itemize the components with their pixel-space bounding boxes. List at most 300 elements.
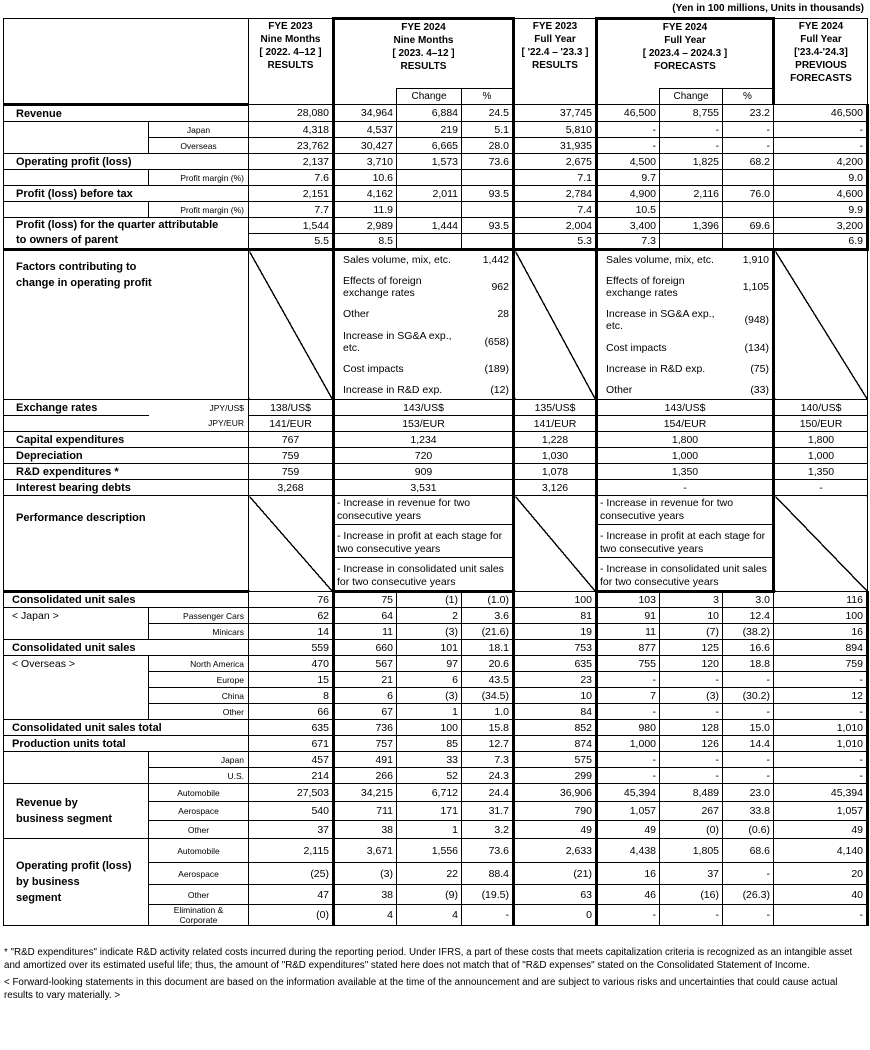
value-cell: 24.3: [462, 768, 514, 784]
financial-summary-table: [3, 17, 869, 926]
value-cell: 9.0: [774, 170, 868, 186]
header-line: PREVIOUS: [795, 60, 847, 71]
exchange-label: Exchange rates: [4, 400, 149, 416]
value-cell: 266: [334, 768, 397, 784]
value-cell: 63: [514, 885, 597, 905]
value-cell: 1,805: [660, 839, 723, 863]
value-cell: 6,665: [397, 138, 462, 154]
value-cell: 171: [397, 802, 462, 821]
value-cell: 97: [397, 656, 462, 672]
value-cell: 21: [334, 672, 397, 688]
value-cell: [462, 170, 514, 186]
value-cell: 23.2: [723, 105, 774, 122]
value-cell: 299: [514, 768, 597, 784]
factor-value: 962: [491, 281, 509, 294]
value-cell: 10: [660, 608, 723, 624]
value-cell: 38: [334, 885, 397, 905]
value-cell: (19.5): [462, 885, 514, 905]
value-cell: 7.6: [249, 170, 334, 186]
row-sublabel: Japan: [149, 122, 249, 138]
unit-row-label: Consolidated unit sales: [4, 592, 249, 608]
value-cell: 36,906: [514, 784, 597, 802]
diagonal-cell: [774, 250, 868, 400]
value-cell: 4,438: [597, 839, 660, 863]
value-cell: 8,755: [660, 105, 723, 122]
value-cell: [723, 202, 774, 218]
unit-sublabel: North America: [149, 656, 249, 672]
table-row: [4, 138, 868, 154]
factor-label: Cost impacts: [343, 362, 404, 375]
value-cell: 491: [334, 752, 397, 768]
value-cell: (0): [249, 905, 334, 926]
value-cell: 100: [514, 592, 597, 608]
value-cell: 10.6: [334, 170, 397, 186]
value-cell: 1,544: [249, 218, 334, 234]
value-cell: 116: [774, 592, 868, 608]
row-label-blank: [4, 672, 149, 688]
value-cell: 790: [514, 802, 597, 821]
header-change: Change: [397, 89, 462, 105]
value-cell: -: [597, 905, 660, 926]
value-cell: 24.5: [462, 105, 514, 122]
table-row: [4, 218, 868, 234]
value-cell: 85: [397, 736, 462, 752]
table-row: [4, 688, 868, 704]
value-cell: 4,537: [334, 122, 397, 138]
factor-item: [337, 308, 510, 320]
header-fye2023-nine-months: [249, 19, 334, 105]
performance-item: - Increase in revenue for two consecutive years: [335, 496, 512, 525]
value-cell: 1,010: [774, 736, 868, 752]
value-cell: 12.7: [462, 736, 514, 752]
factor-value: 1,910: [742, 254, 769, 266]
table-row: [4, 704, 868, 720]
table-row: [4, 496, 868, 592]
value-cell: 1,228: [514, 432, 597, 448]
label-line: Revenue by: [16, 797, 78, 809]
value-cell: 4: [334, 905, 397, 926]
value-cell: 4,500: [597, 154, 660, 170]
value-cell: 16.6: [723, 640, 774, 656]
unit-sublabel: Europe: [149, 672, 249, 688]
rate-cell: 135/US$: [514, 400, 597, 416]
value-cell: -: [774, 672, 868, 688]
value-cell: 720: [334, 448, 514, 464]
value-cell: 10.5: [597, 202, 660, 218]
factor-label: Sales volume, mix, etc.: [606, 254, 714, 266]
value-cell: 852: [514, 720, 597, 736]
value-cell: 125: [660, 640, 723, 656]
row-sublabel: Overseas: [149, 138, 249, 154]
profit-margin-label: Profit margin (%): [149, 170, 249, 186]
value-cell: -: [774, 752, 868, 768]
segment-sublabel: [149, 905, 249, 926]
value-cell: 7: [597, 688, 660, 704]
value-cell: 14.4: [723, 736, 774, 752]
rate-cell: 141/EUR: [514, 416, 597, 432]
value-cell: (26.3): [723, 885, 774, 905]
value-cell: -: [660, 768, 723, 784]
value-cell: 1,444: [397, 218, 462, 234]
header-blank: [4, 19, 249, 105]
value-cell: 214: [249, 768, 334, 784]
value-cell: 1,010: [774, 720, 868, 736]
footnote-rnd: * "R&D expenditures" indicate R&D activity related costs incurred during the reporting period. Under IFRS, a part of these costs that meets capitalization criteria is recognized as an intangible asset and amortized over its estimated useful life; thus, the amount of "R&D expenditures" stated here does not match that of "R&D expenses" stated on the Consolidated Statement of Income.: [4, 947, 853, 971]
table-row: [4, 250, 868, 400]
header-change: Change: [660, 89, 723, 105]
value-cell: 2,675: [514, 154, 597, 170]
value-cell: 3,531: [334, 480, 514, 496]
value-cell: 49: [597, 821, 660, 839]
value-cell: 2,011: [397, 186, 462, 202]
value-cell: 635: [514, 656, 597, 672]
value-cell: (25): [249, 863, 334, 885]
header-line: [ 2023.4 – 2024.3 ]: [642, 48, 728, 59]
value-cell: 100: [774, 608, 868, 624]
value-cell: 76.0: [723, 186, 774, 202]
value-cell: 1: [397, 704, 462, 720]
header-line: RESULTS: [400, 61, 447, 72]
segment-sublabel: Other: [149, 885, 249, 905]
value-cell: 34,964: [334, 105, 397, 122]
value-cell: 540: [249, 802, 334, 821]
value-cell: 20.6: [462, 656, 514, 672]
value-cell: 1,057: [597, 802, 660, 821]
value-cell: 3,200: [774, 218, 868, 234]
value-cell: 68.2: [723, 154, 774, 170]
value-cell: 46,500: [597, 105, 660, 122]
value-cell: 980: [597, 720, 660, 736]
value-cell: 126: [660, 736, 723, 752]
value-cell: 16: [774, 624, 868, 640]
value-cell: -: [723, 138, 774, 154]
header-line: FYE 2024: [798, 21, 844, 32]
value-cell: -: [774, 122, 868, 138]
header-line: Nine Months: [393, 35, 454, 46]
value-cell: 3: [660, 592, 723, 608]
value-cell: 37: [660, 863, 723, 885]
value-cell: (38.2): [723, 624, 774, 640]
value-cell: (21.6): [462, 624, 514, 640]
value-cell: 8.5: [334, 234, 397, 250]
table-row: [4, 640, 868, 656]
row-label-blank: [4, 202, 149, 218]
value-cell: [660, 234, 723, 250]
header-line: Full Year: [534, 34, 576, 45]
unit-group-label: < Japan >: [4, 608, 149, 624]
net-profit-label: [4, 218, 249, 250]
value-cell: 10: [514, 688, 597, 704]
table-row: [4, 202, 868, 218]
value-cell: 52: [397, 768, 462, 784]
value-cell: (0): [660, 821, 723, 839]
rate-cell: 140/US$: [774, 400, 868, 416]
value-cell: 23.0: [723, 784, 774, 802]
value-cell: 37: [249, 821, 334, 839]
table-row: [4, 400, 868, 416]
row-label-blank: [4, 122, 149, 138]
value-cell: 0: [514, 905, 597, 926]
value-cell: 660: [334, 640, 397, 656]
rnd-label: R&D expenditures *: [4, 464, 249, 480]
value-cell: 5,810: [514, 122, 597, 138]
table-row: [4, 839, 868, 863]
value-cell: 18.8: [723, 656, 774, 672]
value-cell: 5.5: [249, 234, 334, 250]
row-label-blank: [4, 688, 149, 704]
table-row: [4, 768, 868, 784]
revenue-by-segment-label: [4, 784, 149, 839]
label-line: segment: [16, 892, 62, 904]
table-row: [4, 416, 868, 432]
value-cell: 101: [397, 640, 462, 656]
value-cell: 5.3: [514, 234, 597, 250]
value-cell: -: [660, 704, 723, 720]
value-cell: 3.2: [462, 821, 514, 839]
row-label-blank: [4, 416, 149, 432]
value-cell: 6: [397, 672, 462, 688]
value-cell: 43.5: [462, 672, 514, 688]
row-label-blank: [4, 704, 149, 720]
header-blank: [334, 89, 397, 105]
factor-value: (658): [484, 335, 509, 348]
value-cell: 6: [334, 688, 397, 704]
label-line: change in operating profit: [16, 277, 152, 289]
value-cell: 457: [249, 752, 334, 768]
rate-cell: 150/EUR: [774, 416, 868, 432]
value-cell: -: [774, 768, 868, 784]
value-cell: 711: [334, 802, 397, 821]
value-cell: 73.6: [462, 839, 514, 863]
factor-item: [600, 363, 770, 375]
header-line: FORECASTS: [790, 73, 852, 84]
unit-row-label: Production units total: [4, 736, 249, 752]
value-cell: 755: [597, 656, 660, 672]
table-row: [4, 105, 868, 122]
value-cell: 4,140: [774, 839, 868, 863]
debt-label: Interest bearing debts: [4, 480, 249, 496]
unit-sublabel: Japan: [149, 752, 249, 768]
table-row: [4, 19, 868, 89]
value-cell: -: [660, 905, 723, 926]
value-cell: 81: [514, 608, 597, 624]
value-cell: -: [597, 122, 660, 138]
value-cell: 4,162: [334, 186, 397, 202]
diagonal-cell: [514, 496, 597, 592]
factor-item: [600, 384, 770, 396]
footnotes: [4, 946, 866, 1006]
factor-item: [337, 384, 510, 396]
table-row: [4, 122, 868, 138]
unit-sublabel: Other: [149, 704, 249, 720]
factor-item: [600, 275, 770, 299]
value-cell: -: [723, 672, 774, 688]
row-label-blank: [4, 624, 149, 640]
value-cell: 47: [249, 885, 334, 905]
value-cell: 1,234: [334, 432, 514, 448]
value-cell: 18.1: [462, 640, 514, 656]
value-cell: 2,151: [249, 186, 334, 202]
factor-item: [600, 308, 770, 332]
value-cell: 103: [597, 592, 660, 608]
factor-label: Effects of foreign exchange rates: [606, 275, 685, 300]
value-cell: 1,573: [397, 154, 462, 170]
value-cell: 1,350: [774, 464, 868, 480]
value-cell: 3,268: [249, 480, 334, 496]
rate-cell: 154/EUR: [597, 416, 774, 432]
value-cell: 3.6: [462, 608, 514, 624]
value-cell: -: [774, 905, 868, 926]
value-cell: 84: [514, 704, 597, 720]
value-cell: -: [597, 138, 660, 154]
value-cell: 28,080: [249, 105, 334, 122]
table-row: [4, 464, 868, 480]
performance-full-year: [597, 496, 774, 592]
value-cell: 757: [334, 736, 397, 752]
factor-item: [337, 254, 510, 266]
value-cell: 7.3: [462, 752, 514, 768]
factor-value: 1,442: [482, 254, 509, 266]
value-cell: 2,633: [514, 839, 597, 863]
value-cell: 6,712: [397, 784, 462, 802]
label-line: business segment: [16, 813, 112, 825]
value-cell: -: [597, 768, 660, 784]
value-cell: 45,394: [597, 784, 660, 802]
table-row: [4, 656, 868, 672]
table-row: [4, 170, 868, 186]
header-fye2024-previous-forecasts: [774, 19, 868, 105]
value-cell: 33: [397, 752, 462, 768]
value-cell: (16): [660, 885, 723, 905]
factor-value: (134): [744, 341, 769, 354]
value-cell: [397, 202, 462, 218]
value-cell: 66: [249, 704, 334, 720]
factor-item: [600, 254, 770, 266]
segment-sublabel: Other: [149, 821, 249, 839]
factors-nine-months: [334, 250, 514, 400]
value-cell: -: [723, 704, 774, 720]
value-cell: 9.7: [597, 170, 660, 186]
factor-value: 28: [497, 308, 509, 321]
value-cell: 1,556: [397, 839, 462, 863]
value-cell: 567: [334, 656, 397, 672]
value-cell: 120: [660, 656, 723, 672]
value-cell: 46,500: [774, 105, 868, 122]
table-row: [4, 672, 868, 688]
factor-value: (189): [484, 362, 509, 375]
label-line: Profit (loss) for the quarter attributable: [16, 219, 219, 231]
factor-label: Other: [343, 308, 370, 321]
value-cell: -: [660, 122, 723, 138]
factor-label: Sales volume, mix, etc.: [343, 254, 451, 266]
header-pct: %: [723, 89, 774, 105]
table-row: [4, 784, 868, 802]
value-cell: 2,115: [249, 839, 334, 863]
value-cell: 575: [514, 752, 597, 768]
rate-cell: 153/EUR: [334, 416, 514, 432]
value-cell: (3): [660, 688, 723, 704]
table-row: [4, 720, 868, 736]
table-row: [4, 624, 868, 640]
value-cell: 28.0: [462, 138, 514, 154]
value-cell: -: [660, 752, 723, 768]
value-cell: (7): [660, 624, 723, 640]
value-cell: -: [660, 672, 723, 688]
value-cell: 31.7: [462, 802, 514, 821]
rate-cell: 138/US$: [249, 400, 334, 416]
value-cell: -: [462, 905, 514, 926]
label-line: by business: [16, 876, 80, 888]
value-cell: 1,800: [597, 432, 774, 448]
performance-item: - Increase in consolidated unit sales for two consecutive years: [600, 563, 767, 588]
value-cell: -: [774, 704, 868, 720]
value-cell: 33.8: [723, 802, 774, 821]
value-cell: 1,350: [597, 464, 774, 480]
factor-label: Increase in SG&A exp., etc.: [343, 329, 452, 354]
value-cell: 2,989: [334, 218, 397, 234]
label-line: Operating profit (loss): [16, 860, 132, 872]
table-row: [4, 186, 868, 202]
value-cell: 635: [249, 720, 334, 736]
value-cell: 909: [334, 464, 514, 480]
header-line: ['23.4-'24.3]: [794, 47, 848, 58]
value-cell: 34,215: [334, 784, 397, 802]
label-line: Corporate: [179, 915, 218, 925]
value-cell: (1.0): [462, 592, 514, 608]
value-cell: 753: [514, 640, 597, 656]
value-cell: 4,600: [774, 186, 868, 202]
value-cell: 24.4: [462, 784, 514, 802]
factors-label: [4, 250, 249, 400]
row-label-blank: [4, 752, 149, 768]
value-cell: 3.0: [723, 592, 774, 608]
unit-note: (Yen in 100 millions, Units in thousands): [672, 3, 864, 14]
value-cell: 46: [597, 885, 660, 905]
value-cell: 219: [397, 122, 462, 138]
value-cell: (1): [397, 592, 462, 608]
segment-sublabel: Automobile: [149, 839, 249, 863]
header-pct: %: [462, 89, 514, 105]
table-row: [4, 448, 868, 464]
unit-sublabel: China: [149, 688, 249, 704]
value-cell: (34.5): [462, 688, 514, 704]
factor-label: Other: [606, 383, 633, 396]
value-cell: (3): [397, 688, 462, 704]
value-cell: 7.7: [249, 202, 334, 218]
value-cell: [462, 234, 514, 250]
value-cell: 894: [774, 640, 868, 656]
value-cell: 20: [774, 863, 868, 885]
value-cell: 470: [249, 656, 334, 672]
value-cell: 9.9: [774, 202, 868, 218]
factor-item: [337, 330, 510, 354]
value-cell: -: [597, 752, 660, 768]
value-cell: (9): [397, 885, 462, 905]
value-cell: 2,784: [514, 186, 597, 202]
value-cell: 767: [249, 432, 334, 448]
value-cell: 31,935: [514, 138, 597, 154]
value-cell: [462, 202, 514, 218]
value-cell: 38: [334, 821, 397, 839]
header-line: [ 2023. 4–12 ]: [392, 48, 455, 59]
value-cell: 671: [249, 736, 334, 752]
header-line: [ 2022. 4–12 ]: [259, 47, 322, 58]
value-cell: -: [723, 122, 774, 138]
value-cell: 76: [249, 592, 334, 608]
value-cell: 69.6: [723, 218, 774, 234]
value-cell: 40: [774, 885, 868, 905]
unit-sublabel: Minicars: [149, 624, 249, 640]
